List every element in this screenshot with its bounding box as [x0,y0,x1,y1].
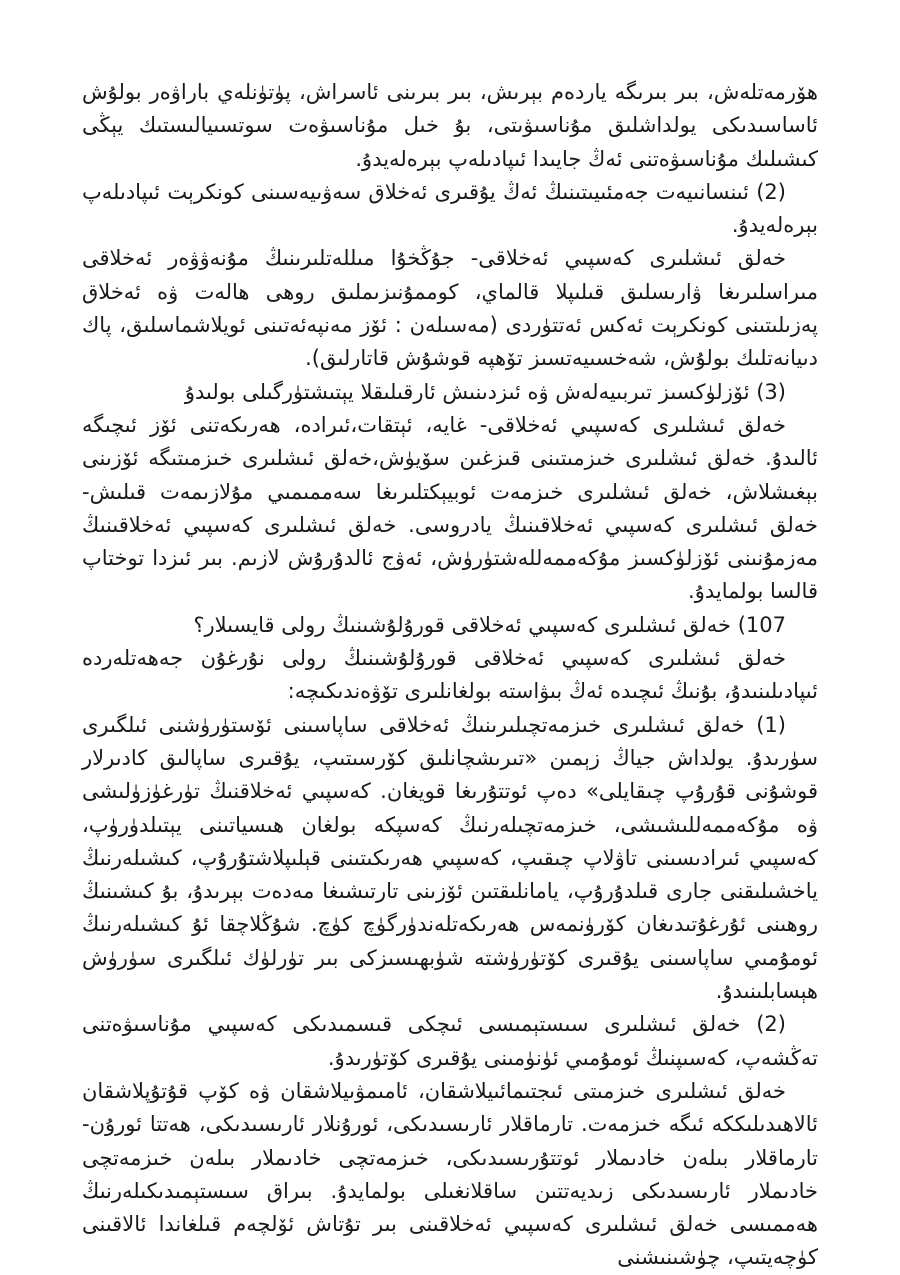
paragraph-professional-ethics: خەلق ئىشلىرى كەسپىي ئەخلاقى- جۇڭخۇا مىللەتلىرىنىڭ مۇنەۋۋەر ئەخلاقى مىراسلىرىغا ۋارىسلىق قىلىپلا قالماي، كوممۇنىزىملىق روھى ھالەت ۋە ئەخلاق پەزىلىتىنى كونكرېت ئەكس ئەتتۈردى (مەسىلەن : ئۆز مەنپەئەتىنى ئويلاشماسلىق، پاك دىيانەتلىك بولۇش، شەخسىيەتسىز تۆھپە قوشۇش قاتارلىق). [82,246,818,371]
heading-point-3: (3) ئۆزلۈكسىز تىربىيەلەش ۋە ئىزدىنىش ئارقىلىقلا يېتىشتۈرگىلى بولىدۇ [184,379,786,404]
question-107: 107) خەلق ئىشلىرى كەسپىي ئەخلاقى قورۇلۇشىنىڭ رولى قايسىلار؟ [193,612,786,637]
paragraph-role-1: (1) خەلق ئىشلىرى خىزمەتچىلىرىنىڭ ئەخلاقى ساپاسىنى ئۆستۈرۈشنى ئىلگىرى سۈرىدۇ. يولداش جياڭ زېمىن «تىرىشچانلىق كۆرسىتىپ، يۇقىرى ساپالىق كادىرلار قوشۇنى قۇرۇپ چىقايلى» دەپ ئوتتۇرىغا قويغان. كەسپىي ئەخلاقنىڭ تۈرغۈزۈلىشى ۋە مۇكەممەللىشىشى، خىزمەتچىلەرنىڭ كەسپكە بولغان ھىسياتىنى يېتىلدۈرۈپ، كەسپىي ئىرادىسىنى تاۋلاپ چىقىپ، كەسپىي ھەرىكىتىنى قېلىپلاشتۇرۇپ، كىشىلەرنىڭ ياخشىلىقنى جارى قىلدۇرۇپ، يامانلىقتىن ئۆزىنى تارتىشىغا مەدەت بېرىدۇ، بۇ كىشىنىڭ روھىنى ئۇرغۇتىدىغان كۆرۈنمەس ھەرىكەتلەندۈرگۈچ كۈچ. شۇڭلاچقا ئۇ كىشىلەرنىڭ ئومۇمىي ساپاسىنى يۇقىرى كۆتۈرۈشتە شۈبھىسىزكى بىر تۈرلۈك ئىلگىرى سۈرۈش ھېسابلىنىدۇ. [82,712,818,1004]
heading-point-2: (2) ئىنسانىيەت جەمئىيىتىنىڭ ئەڭ يۇقىرى ئەخلاق سەۋىيەسىنى كونكرېت ئىپادىلەپ بېرەلەيدۇ. [82,179,818,238]
paragraph-intro: ھۆرمەتلەش، بىر بىرىگە ياردەم بېرىش، بىر بىرىنى ئاسراش، پۈتۈنلەي باراۋەر بولۇش ئاساسىدىكى يولداشلىق مۇناسىۋىتى، بۇ خىل مۇناسىۋەت سوتسىيالىستىك يېڭى كىشىلىك مۇناسىۋەتنى ئەڭ جايىدا ئىپادىلەپ بېرەلەيدۇ. [82,80,818,171]
paragraph-role-intro: خەلق ئىشلىرى كەسپىي ئەخلاقى قورۇلۇشىنىڭ رولى نۇرغۇن جەھەتلەردە ئىپادىلىنىدۇ، بۇنىڭ ئىچىدە ئەڭ بىۋاستە بولغانلىرى تۆۋەندىكىچە: [82,646,818,704]
paragraph-role-2: (2) خەلق ئىشلىرى سىستېمىسى ئىچكى قىسمىدىكى كەسپىي مۇناسىۋەتنى تەڭشەپ، كەسىپنىڭ ئومۇمىي ئۈنۈمىنى يۇقىرى كۆتۈرىدۇ. [82,1012,818,1070]
paragraph-core-content: خەلق ئىشلىرى كەسپىي ئەخلاقى- غايە، ئېتقات،ئىرادە، ھەرىكەتنى ئۆز ئىچىگە ئالىدۇ. خەلق ئىشلىرى خىزمىتىنى قىزغىن سۆيۈش،خەلق ئىشلىرى خىزمىتىگە ئۆزىنى بېغىشلاش، خەلق ئىشلىرى خىزمەت ئوبيېكتلىرىغا سەممىمىي مۇلازىمەت قىلىش- خەلق ئىشلىرى كەسپىي ئەخلاقىنىڭ يادروسى. خەلق ئىشلىرى كەسپىي ئەخلاقىنىڭ مەزمۇنىنى ئۆزلۈكسىز مۇكەممەللەشتۈرۈش، ئەۋج ئالدۇرۇش لازىم. بىر ئىزدا توختاپ قالسا بولمايدۇ. [82,412,818,604]
paragraph-role-2-detail: خەلق ئىشلىرى خىزمىتى ئىجتىمائىيلاشقان، ئامىمۋىيلاشقان ۋە كۆپ قۇتۇپلاشقان ئالاھىدىلىككە ئىگە خىزمەت. تارماقلار ئارىسىدىكى، ئورۇنلار ئارىسىدىكى، ھەتتا ئورۇن- تارماقلار بىلەن خادىملار ئوتتۇرىسىدىكى، خىزمەتچى خادىملار بىلەن خىزمەتچى خادىملار ئارىسىدىكى زىديەتتىن ساقلانغىلى بولمايدۇ. بىراق سىستېمىدىكىلەرنىڭ ھەممىسى خەلق ئىشلىرى كەسپىي ئەخلاقىنى بىر تۇتاش ئۆلچەم قىلغاندا ئالاقىنى كۈچەيتىپ، چۈشىنىشنى [82,1078,818,1270]
